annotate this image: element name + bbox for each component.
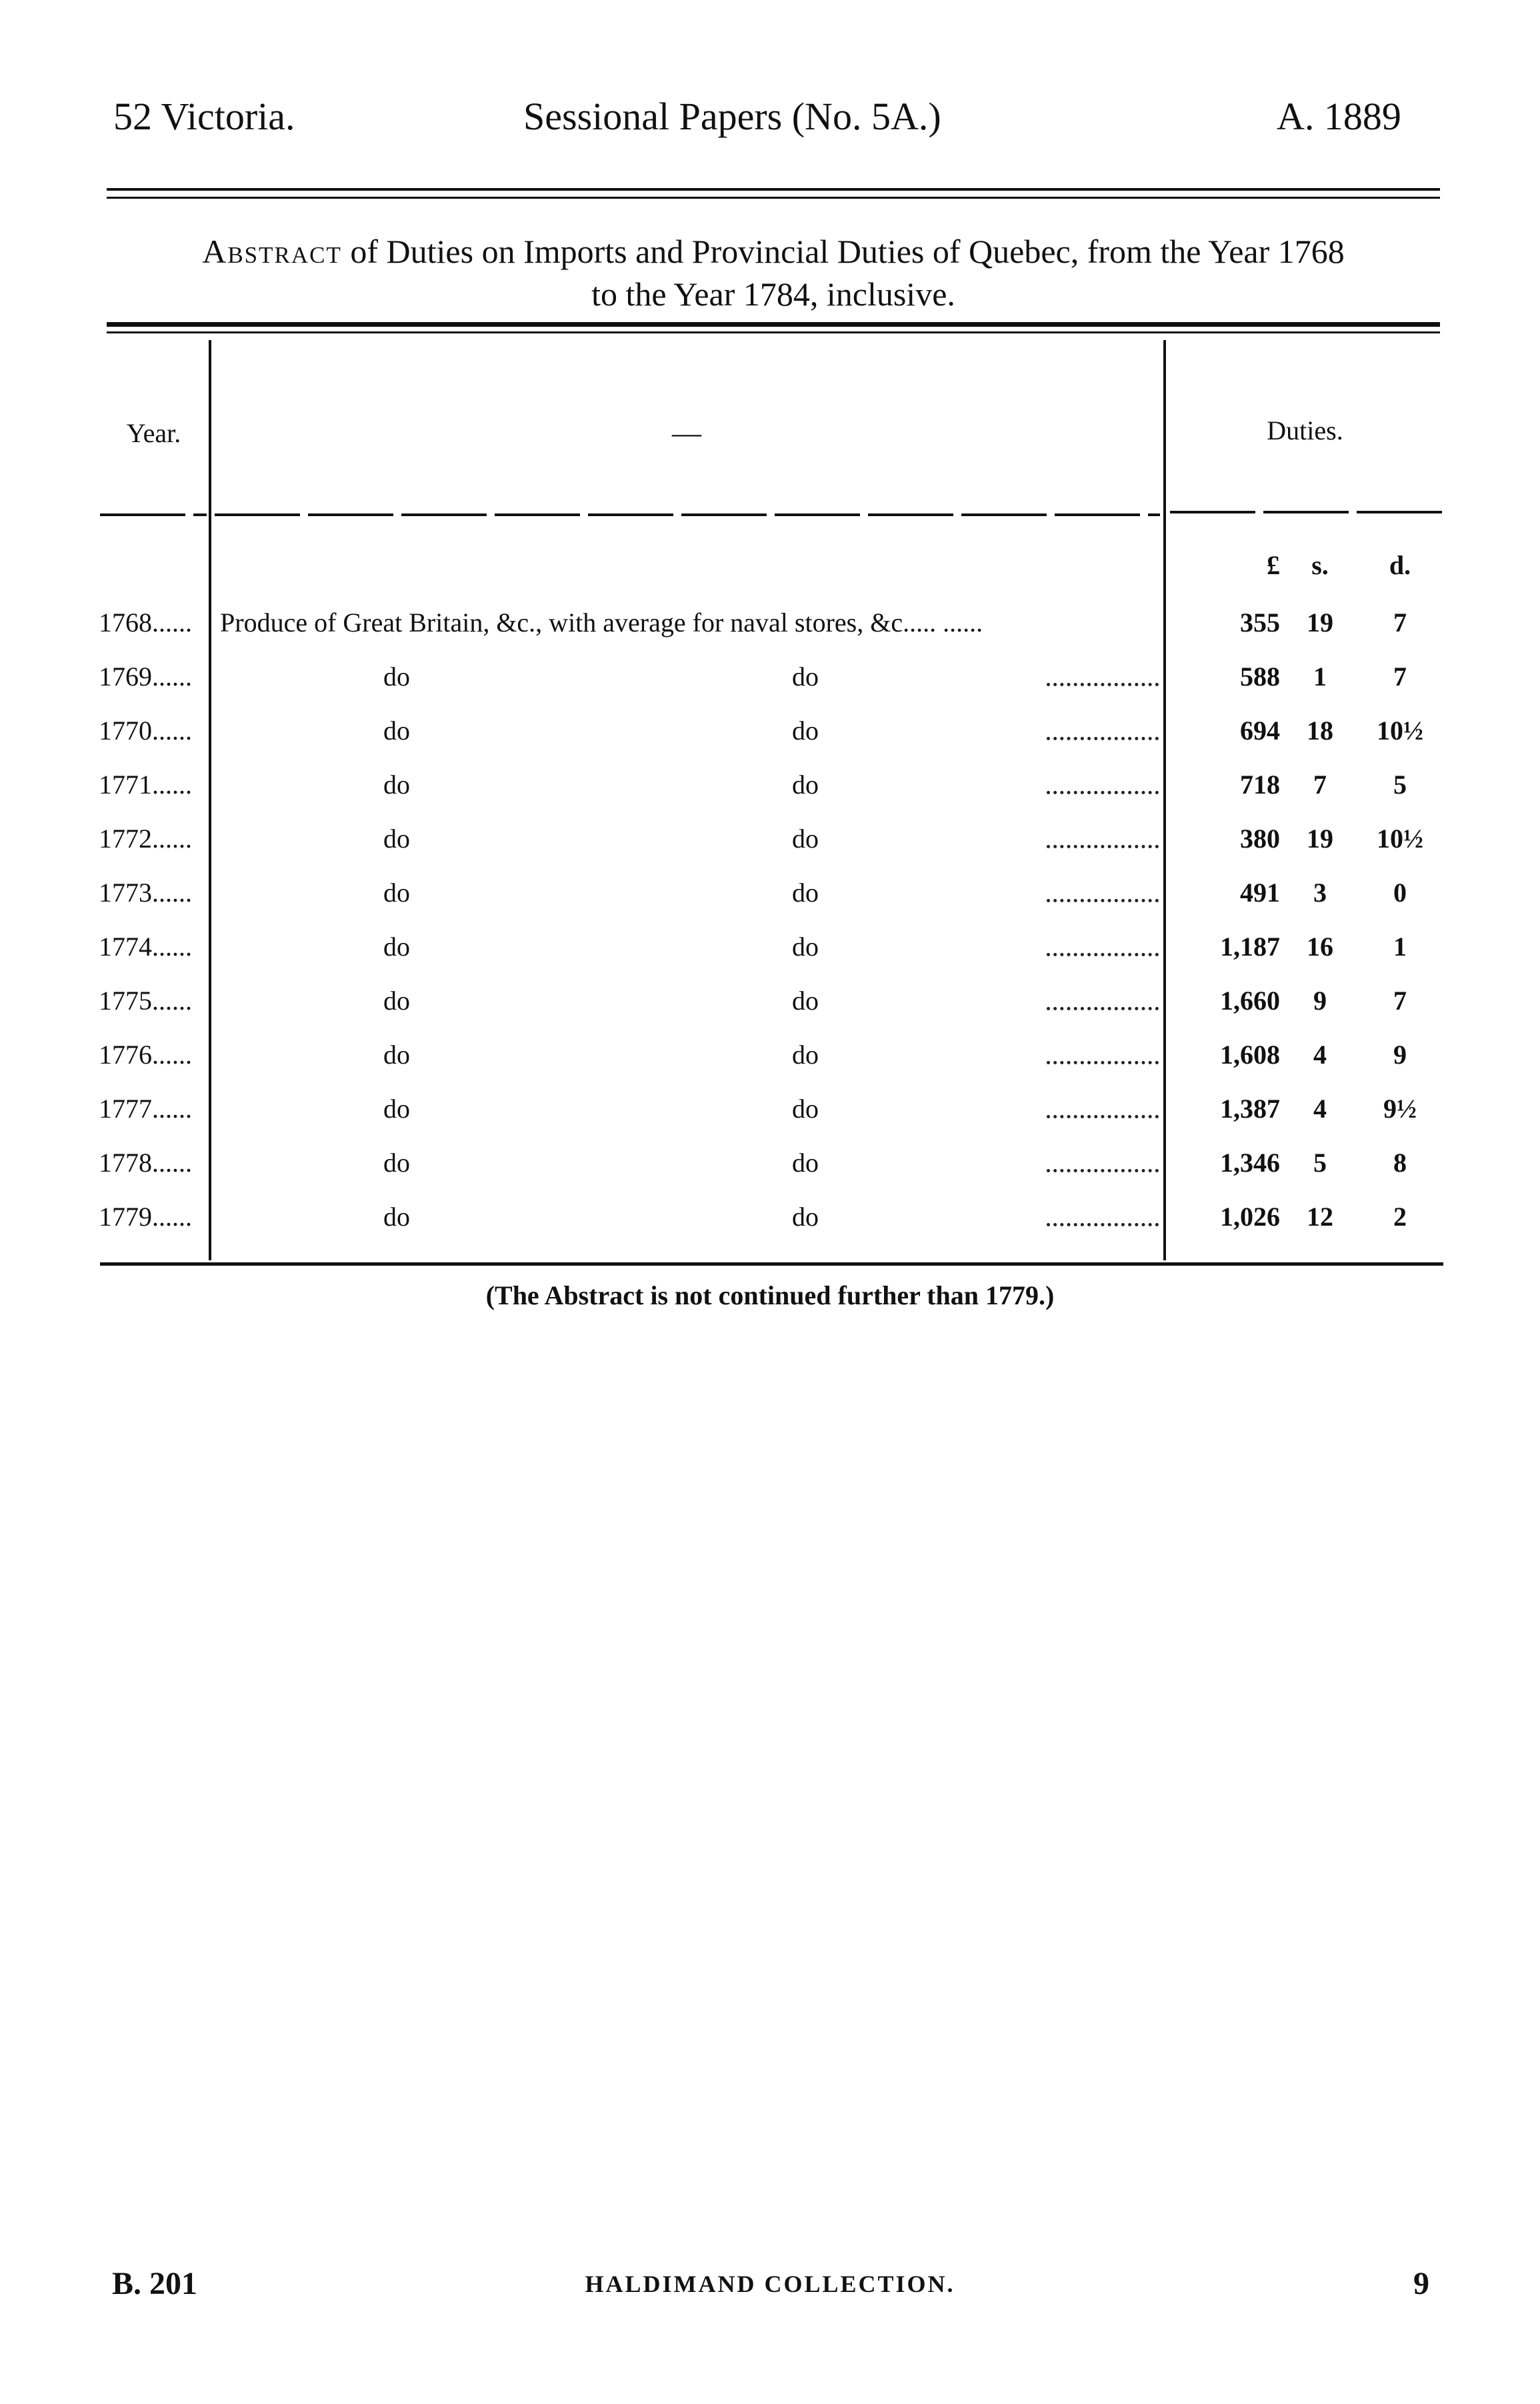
table-row-pounds: 1,660	[1220, 986, 1280, 1016]
table-row-leader	[1047, 1146, 1159, 1180]
table-row-year: 1774......	[99, 932, 192, 962]
table-row-ditto-1: do	[383, 716, 410, 746]
header-rule-bottom	[107, 197, 1440, 199]
table-row-pounds: 491	[1240, 878, 1280, 908]
table-row-pounds: 380	[1240, 824, 1280, 854]
header-rule-top	[107, 188, 1440, 191]
table-row-leader	[1047, 768, 1159, 802]
table-row-year: 1770......	[99, 716, 192, 746]
table-row-description: Produce of Great Britain, &c., with average for naval stores, &c..... ......	[220, 608, 983, 638]
table-row-pounds: 694	[1240, 716, 1280, 746]
heading-rule-year	[100, 513, 207, 516]
table-row-pounds: 1,387	[1220, 1094, 1280, 1124]
table-row-ditto-2: do	[792, 662, 819, 692]
table-row-ditto-1: do	[383, 662, 410, 692]
table-row-shillings: 4	[1313, 1094, 1327, 1124]
table-row-pounds: 1,608	[1220, 1040, 1280, 1070]
table-row-year: 1777......	[99, 1094, 192, 1124]
table-row-ditto-1: do	[383, 770, 410, 800]
heading-rule-description	[215, 513, 1160, 516]
document-title	[100, 230, 1447, 315]
column-heading-duties: Duties.	[1267, 415, 1343, 445]
table-row-pence: 1	[1393, 932, 1407, 962]
year-column-divider	[209, 340, 211, 1260]
table-row-ditto-2: do	[792, 1094, 819, 1124]
table-row-year: 1775......	[99, 986, 192, 1016]
table-row-pence: 0	[1393, 878, 1407, 908]
table-row-pence: 2	[1393, 1202, 1407, 1232]
unit-pence: d.	[1389, 550, 1411, 580]
table-row-leader	[1047, 660, 1159, 694]
table-row-pence: 8	[1393, 1148, 1407, 1178]
table-row-pence: 7	[1393, 986, 1407, 1016]
table-row-ditto-1: do	[383, 878, 410, 908]
header-year: A. 1889	[1277, 95, 1401, 138]
footer-reference: B. 201	[112, 2266, 198, 2301]
table-row-shillings: 3	[1313, 878, 1327, 908]
table-footnote: (The Abstract is not continued further than 1779.)	[485, 1280, 1055, 1310]
table-row-shillings: 16	[1307, 932, 1333, 962]
table-row-ditto-1: do	[383, 1202, 410, 1232]
table-row-pence: 9½	[1383, 1094, 1417, 1124]
table-row-pence: 10½	[1377, 824, 1423, 854]
table-row-leader	[1047, 822, 1159, 856]
column-heading-year: Year.	[126, 418, 181, 448]
table-row-shillings: 5	[1313, 1148, 1327, 1178]
column-heading-description: —	[672, 417, 701, 449]
duties-column-divider	[1163, 340, 1166, 1260]
table-row-year: 1769......	[99, 662, 192, 692]
header-title: Sessional Papers (No. 5A.)	[523, 95, 941, 138]
table-row-year: 1772......	[99, 824, 192, 854]
table-row-ditto-2: do	[792, 770, 819, 800]
table-row-shillings: 1	[1313, 662, 1327, 692]
table-row-ditto-2: do	[792, 986, 819, 1016]
table-row-pence: 7	[1393, 662, 1407, 692]
table-row-year: 1768......	[99, 608, 192, 638]
table-row-ditto-2: do	[792, 1040, 819, 1070]
page-number: 9	[1413, 2266, 1429, 2301]
table-row-pounds: 1,026	[1220, 1202, 1280, 1232]
title-line2: to the Year 1784, inclusive.	[591, 275, 955, 313]
table-rule-top-thin	[107, 331, 1440, 333]
table-rule-top-thick	[107, 322, 1440, 327]
footer-collection: HALDIMAND COLLECTION.	[585, 2271, 955, 2297]
table-row-pounds: 1,187	[1220, 932, 1280, 962]
table-row-ditto-1: do	[383, 932, 410, 962]
table-row-pounds: 355	[1240, 608, 1280, 638]
table-row-leader	[1047, 876, 1159, 910]
table-row-ditto-2: do	[792, 824, 819, 854]
table-row-ditto-2: do	[792, 878, 819, 908]
table-row-shillings: 18	[1307, 716, 1333, 746]
table-row-ditto-2: do	[792, 1202, 819, 1232]
table-row-ditto-2: do	[792, 716, 819, 746]
table-row-ditto-1: do	[383, 1040, 410, 1070]
table-row-ditto-1: do	[383, 986, 410, 1016]
table-row-ditto-1: do	[383, 1094, 410, 1124]
table-row-shillings: 9	[1313, 986, 1327, 1016]
table-row-leader	[1047, 1200, 1159, 1234]
unit-pounds: £	[1267, 550, 1280, 580]
table-row-shillings: 19	[1307, 608, 1333, 638]
table-row-leader	[1047, 1092, 1159, 1126]
table-row-ditto-1: do	[383, 1148, 410, 1178]
table-row-leader	[1047, 714, 1159, 748]
table-row-year: 1776......	[99, 1040, 192, 1070]
heading-rule-duties	[1170, 511, 1443, 513]
table-row-year: 1773......	[99, 878, 192, 908]
table-row-pence: 9	[1393, 1040, 1407, 1070]
table-row-leader	[1047, 1038, 1159, 1072]
table-row-year: 1779......	[99, 1202, 192, 1232]
table-rule-bottom	[100, 1262, 1443, 1266]
table-row-pence: 10½	[1377, 716, 1423, 746]
title-lead: Abstract	[202, 233, 342, 270]
table-row-pence: 7	[1393, 608, 1407, 638]
table-row-ditto-2: do	[792, 1148, 819, 1178]
table-row-ditto-1: do	[383, 824, 410, 854]
table-row-shillings: 7	[1313, 770, 1327, 800]
table-row-pounds: 1,346	[1220, 1148, 1280, 1178]
table-row-ditto-2: do	[792, 932, 819, 962]
title-rest: of Duties on Imports and Provincial Duties of Quebec, from the Year 1768	[341, 233, 1345, 270]
header-volume: 52 Victoria.	[113, 95, 295, 138]
unit-shillings: s.	[1311, 550, 1329, 580]
table-row-leader	[1047, 984, 1159, 1018]
table-row-year: 1771......	[99, 770, 192, 800]
table-row-pence: 5	[1393, 770, 1407, 800]
table-row-shillings: 19	[1307, 824, 1333, 854]
table-row-pounds: 718	[1240, 770, 1280, 800]
table-row-shillings: 4	[1313, 1040, 1327, 1070]
table-row-shillings: 12	[1307, 1202, 1333, 1232]
table-row-pounds: 588	[1240, 662, 1280, 692]
table-row-year: 1778......	[99, 1148, 192, 1178]
table-row-leader	[1047, 930, 1159, 964]
